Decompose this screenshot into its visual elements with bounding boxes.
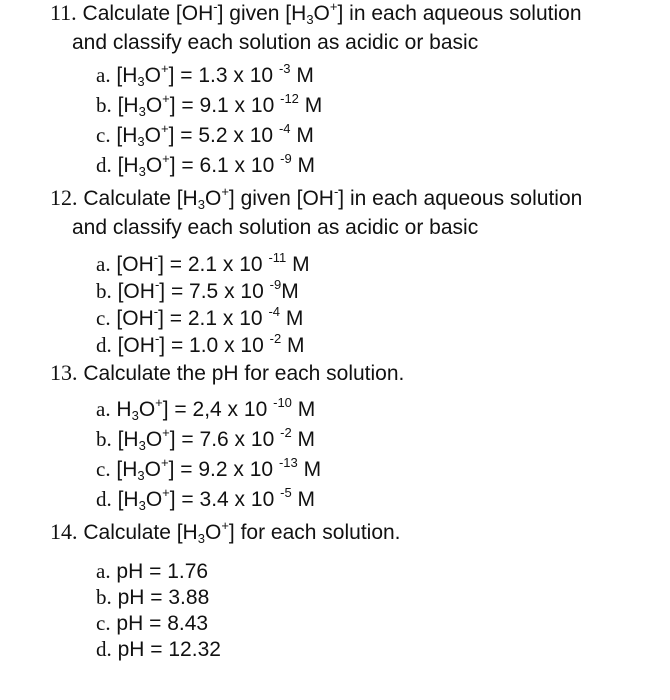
problem-14-heading: 14. Calculate $[H_3O^+]$ for each solution. xyxy=(50,518,401,546)
problem-14-item-a: a. pH = 1.76 xyxy=(96,559,209,583)
problem-11-item-b: b. $[H_3O^+] = 9.1$ x 10 $^{-12}$ M xyxy=(96,91,323,119)
problem-11-item-c: c. $[H_3O^+] = 5.2$ x 10 $^{-4}$ M xyxy=(96,121,314,149)
problem-number: 12. xyxy=(50,185,78,210)
problem-11-heading: 11. Calculate [OH-] given $[H_3O^+]$ in each aqueous solution xyxy=(50,0,582,27)
problem-14-item-c: c. pH = 8.43 xyxy=(96,611,209,635)
problem-11-item-d: d. $[H_3O^+] = 6.1$ x 10 $^{-9}$ M xyxy=(96,151,316,179)
problem-11-item-a: a. $[H_3O^+] = 1.3$ x 10 $^{-3}$ M xyxy=(96,61,314,89)
problem-13-item-a: a. $H_3O^+] = 2,4$ x 10 $^{-10}$ M xyxy=(96,395,316,423)
problem-13-heading: 13. Calculate the pH for each solution. xyxy=(50,360,405,385)
problem-12-item-a: a. [OH-] = 2.1 x 10 $^{-11}$ M xyxy=(96,250,310,276)
problem-14-item-d: d. pH = 12.32 xyxy=(96,637,221,661)
problem-12-item-b: b. [OH-] = 7.5 x 10 $^{-9}$M xyxy=(96,277,299,303)
problem-12-item-c: c. [OH-] = 2.1 x 10 $^{-4}$ M xyxy=(96,304,304,330)
problem-12-item-d: d. [OH-] = 1.0 x 10 $^{-2}$ M xyxy=(96,331,305,357)
problem-number: 11. xyxy=(50,0,77,25)
problem-number: 13. xyxy=(50,360,78,385)
problem-number: 14. xyxy=(50,519,78,544)
problem-12-heading: 12. Calculate $[H_3O^+]$ given [OH-] in each aqueous solution xyxy=(50,184,583,212)
problem-13-item-b: b. $[H_3O^+] = 7.6$ x 10 $^{-2}$ M xyxy=(96,425,316,453)
problem-13-item-d: d. $[H_3O^+] = 3.4$ x 10 $^{-5}$ M xyxy=(96,485,316,513)
problem-13-item-c: c. $[H_3O^+] = 9.2$ x 10 $^{-13}$ M xyxy=(96,455,322,483)
problem-14-item-b: b. pH = 3.88 xyxy=(96,585,210,609)
problem-12-heading-line2: and classify each solution as acidic or basic xyxy=(72,216,479,239)
problem-11-heading-line2: and classify each solution as acidic or basic xyxy=(72,31,479,54)
